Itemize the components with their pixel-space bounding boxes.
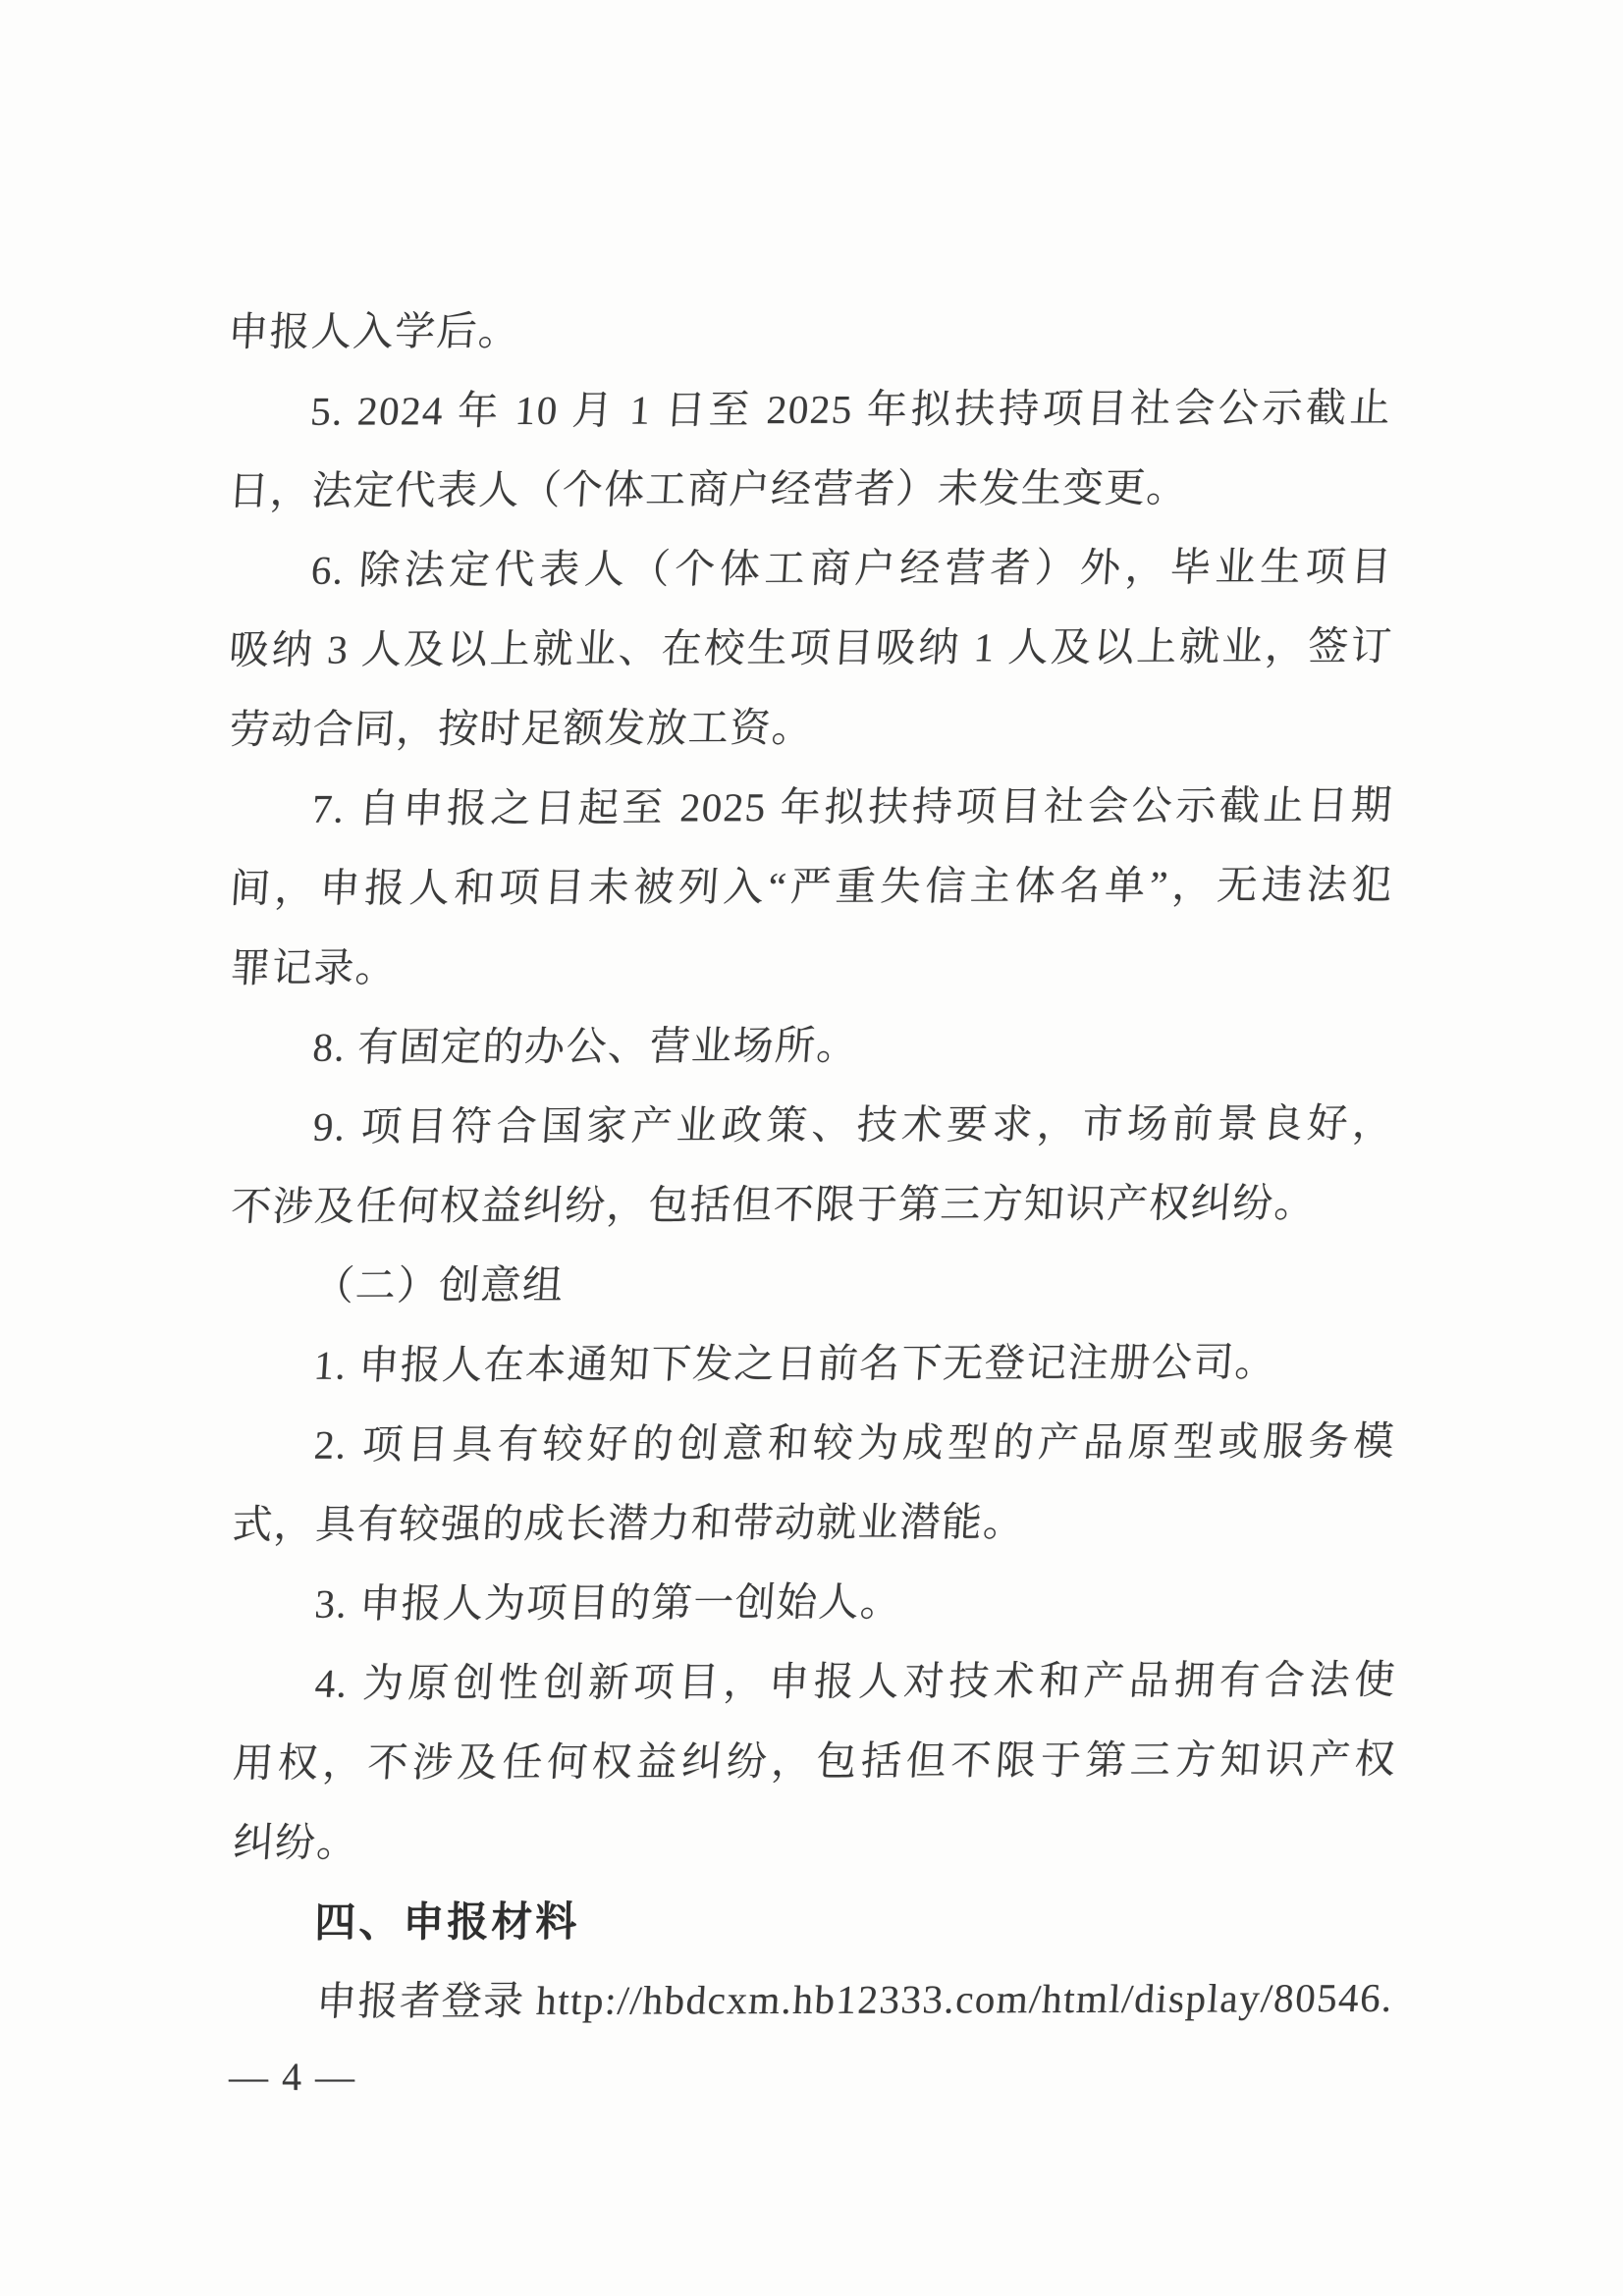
document-body [226, 289, 1398, 2042]
footer-page-number: — 4 — [229, 2055, 356, 2099]
text-line: 吸纳 3 人及以上就业、在校生项目吸纳 1 人及以上就业，签订 [227, 622, 1394, 672]
text-line: 纠纷。 [232, 1819, 360, 1865]
text-line: 3. 申报人为项目的第一创始人。 [313, 1578, 904, 1627]
text-line: 式，具有较强的成长潜力和带动就业潜能。 [230, 1499, 1027, 1547]
text-line: 罪记录。 [228, 944, 399, 990]
text-line: 7. 自申报之日起至 2025 年拟扶持项目社会公示截止日期 [310, 781, 1395, 831]
section-heading: 四、申报材料 [313, 1897, 580, 1946]
text-line: 劳动合同，按时足额发放工资。 [228, 704, 816, 752]
subsection-heading: （二）创意组 [312, 1261, 567, 1308]
text-line: 用权，不涉及任何权益纠纷，包括但不限于第三方知识产权 [231, 1735, 1398, 1786]
text-line: 申报人入学后。 [226, 307, 522, 354]
text-line: 2. 项目具有较好的创意和较为成型的产品原型或服务模 [312, 1417, 1397, 1468]
text-line: 6. 除法定代表人（个体工商户经营者）外，毕业生项目 [309, 543, 1394, 593]
text-line: 5. 2024 年 10 月 1 日至 2025 年拟扶持项目社会公示截止 [308, 384, 1393, 434]
text-line: 日，法定代表人（个体工商户经营者）未发生变更。 [227, 464, 1190, 513]
text-line: 4. 为原创性创新项目，申报人对技术和产品拥有合法使 [313, 1656, 1398, 1706]
text-line: 1. 申报人在本通知下发之日前名下无登记注册公司。 [312, 1339, 1278, 1388]
text-line: 不涉及任何权益纠纷，包括但不限于第三方知识产权纠纷。 [229, 1180, 1318, 1229]
text-line: 间，申报人和项目未被列入“严重失信主体名单”，无违法犯 [228, 861, 1395, 911]
text-line: 8. 有固定的办公、营业场所。 [311, 1022, 860, 1070]
text-line: 9. 项目符合国家产业政策、技术要求，市场前景良好， [311, 1099, 1396, 1149]
text-line-url: 申报者登录 http://hbdcxm.hb12333.com/html/display/80546. [314, 1974, 1395, 2024]
